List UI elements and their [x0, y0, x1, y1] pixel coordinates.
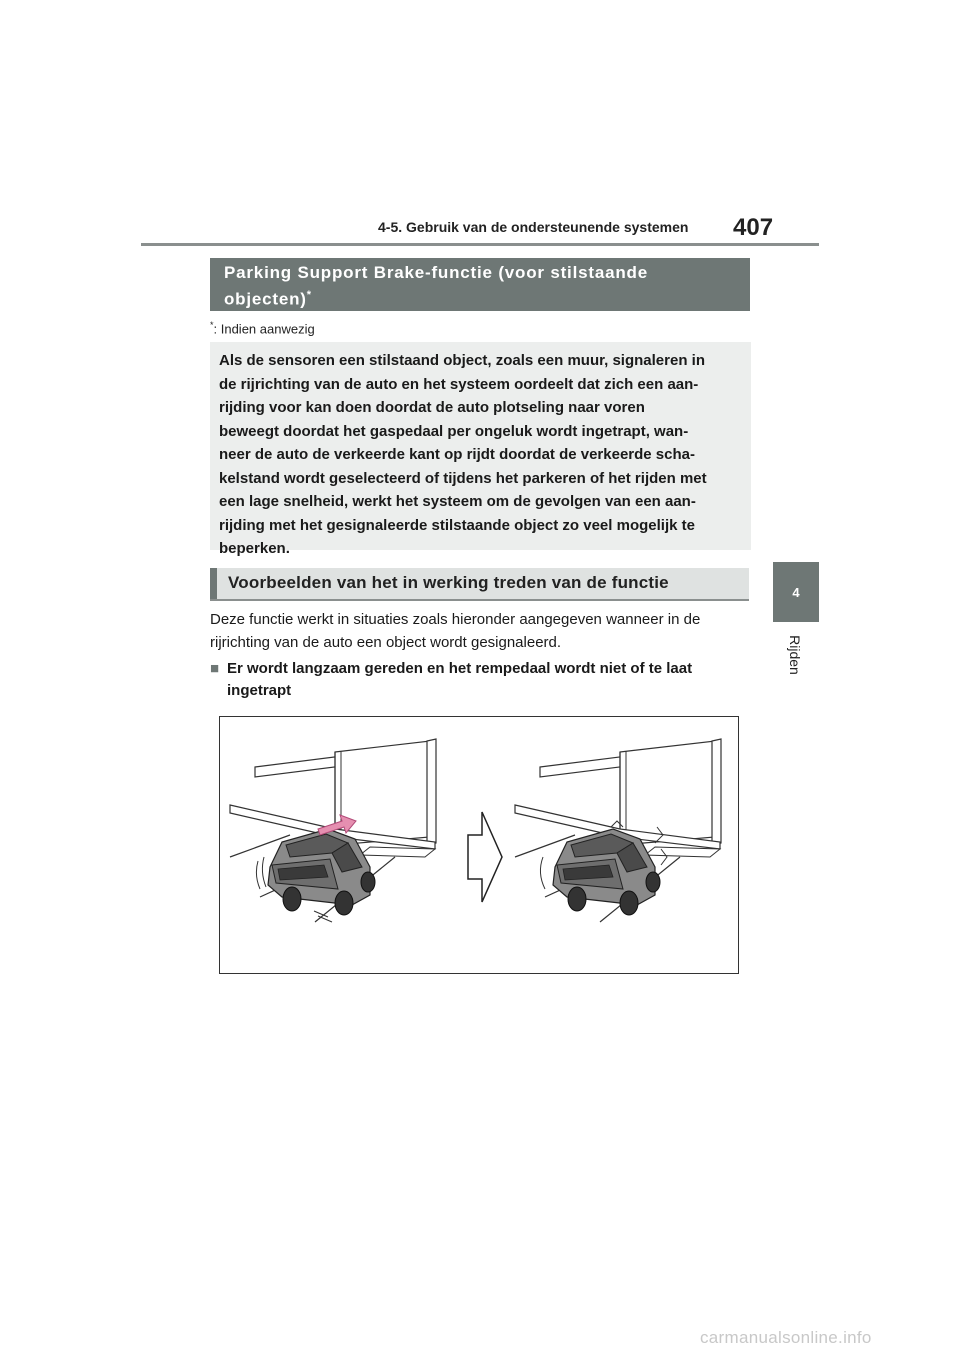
chapter-label-container	[780, 632, 810, 678]
body-paragraph	[210, 608, 755, 654]
intro-line: de rijrichting van de auto en het systeem oordeelt dat zich een aan-	[219, 375, 699, 393]
body-line: rijrichting van de auto een object wordt gesignaleerd.	[210, 634, 562, 651]
subsection-heading	[210, 568, 749, 601]
transition-arrow-icon	[468, 812, 502, 902]
case-line: ingetrapt	[227, 682, 292, 699]
footnote-mark: *	[210, 320, 214, 330]
section-title-banner	[210, 258, 750, 311]
header-rule	[141, 243, 819, 246]
intro-line: beperken.	[219, 540, 290, 557]
intro-line: rijding met het gesignaleerde stilstaande object zo veel mogelijk te	[219, 516, 695, 534]
illustration-frame	[219, 716, 739, 974]
chapter-tab	[773, 562, 819, 622]
chapter-number: 4	[792, 584, 800, 600]
square-bullet-icon: ■	[210, 660, 220, 677]
footnote-text: : Indien aanwezig	[213, 321, 315, 337]
subsection-title: Voorbeelden van het in werking treden van de functie	[228, 573, 669, 592]
case-line: Er wordt langzaam gereden en het rempedaal wordt niet of te laat	[227, 660, 693, 677]
intro-line: een lage snelheid, werkt het systeem om de gevolgen van een aan-	[219, 493, 696, 510]
page-number: 407	[733, 214, 774, 241]
chapter-label: Rijden	[787, 635, 803, 675]
intro-line: rijding voor kan doen doordat de auto plotseling naar voren	[219, 399, 645, 416]
intro-line: beweegt doordat het gaspedaal per ongeluk wordt ingetrapt, wan-	[219, 422, 689, 440]
body-line: Deze functie werkt in situaties zoals hieronder aangegeven wanneer in de	[210, 611, 701, 628]
running-header-section: 4-5. Gebruik van de ondersteunende systemen	[378, 219, 689, 235]
intro-line: neer de auto de verkeerde kant op rijdt doordat de verkeerde scha-	[219, 446, 695, 463]
subsection-heading-bar	[210, 568, 217, 599]
site-watermark: carmanualsonline.info	[700, 1328, 872, 1347]
scene-before	[230, 739, 436, 922]
parking-illustration	[220, 717, 738, 973]
intro-line: kelstand wordt geselecteerd of tijdens het parkeren of het rijden met	[219, 469, 707, 487]
case-item	[210, 658, 755, 702]
section-title: Parking Support Brake-functie (voor stilstaande objecten)	[224, 263, 648, 309]
availability-footnote	[210, 320, 315, 336]
intro-line: Als de sensoren een stilstaand object, zoals een muur, signaleren in	[219, 352, 705, 369]
intro-summary-box	[210, 342, 751, 557]
section-title-mark: *	[306, 289, 312, 301]
scene-after	[515, 739, 721, 922]
